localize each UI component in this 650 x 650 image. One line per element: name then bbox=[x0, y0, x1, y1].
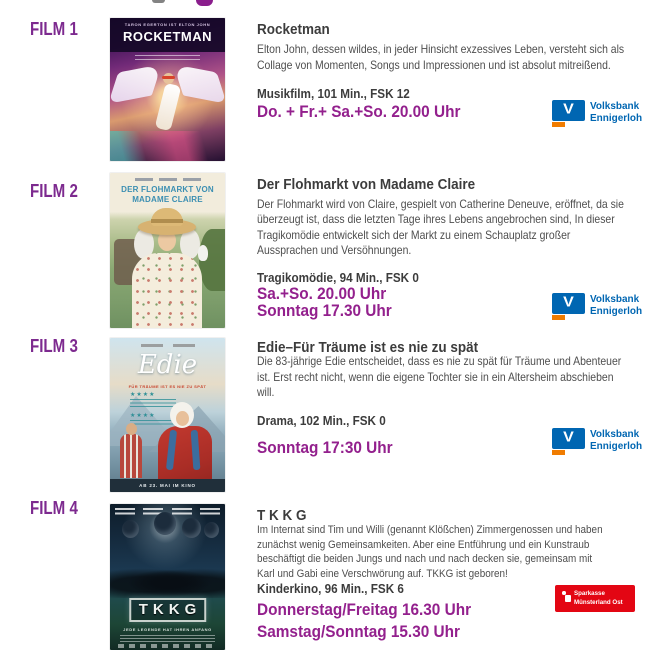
film-2-showtime-2: Sonntag 17.30 Uhr bbox=[257, 302, 392, 320]
volksbank-icon bbox=[552, 428, 585, 455]
description-line: zunächst wenig Gemeinsamkeiten. Aber eine Entführung und ein Kunstraub bbox=[257, 538, 590, 551]
poster-credit-bars bbox=[110, 344, 225, 347]
film-4-meta: Kinderkino, 96 Min., FSK 6 bbox=[257, 581, 404, 596]
poster-credit-text: TARON EGERTON IST ELTON JOHN bbox=[124, 22, 211, 27]
volksbank-v-glyph: V bbox=[563, 429, 574, 446]
film-4-description bbox=[257, 523, 641, 581]
poster-tagline-lines bbox=[135, 55, 199, 62]
volksbank-icon bbox=[552, 293, 585, 320]
description-line: Tragikomödie entwickelt sich der Markt zu einem Schauplatz großer bbox=[257, 228, 571, 242]
poster-straw-hat-band bbox=[151, 219, 183, 223]
volksbank-icon-orange-bar bbox=[552, 315, 565, 320]
poster-title-box bbox=[129, 598, 207, 622]
poster-figure-man-plaid bbox=[120, 434, 142, 478]
poster-review-lines bbox=[130, 399, 176, 408]
poster-credit-lines bbox=[120, 635, 215, 642]
description-line: Elton John, dessen wildes, in jeder Hinsicht exzessives Leben, versteht sich als bbox=[257, 43, 625, 56]
volksbank-icon-square bbox=[552, 293, 585, 314]
film-2-description bbox=[257, 197, 650, 258]
description-line: Der Flohmarkt wird von Claire, gespielt von Catherine Deneuve, eröffnet, da sie bbox=[257, 198, 624, 211]
volksbank-logo bbox=[552, 428, 645, 455]
sparkasse-wordmark bbox=[574, 590, 625, 607]
poster-parrot bbox=[198, 245, 208, 261]
poster-title-text: TKKG bbox=[138, 601, 202, 618]
volksbank-name: Volksbank bbox=[590, 293, 640, 305]
poster-review-lines bbox=[130, 420, 176, 425]
poster-logo-strip bbox=[118, 644, 217, 648]
volksbank-logo bbox=[552, 293, 645, 320]
sparkasse-logo bbox=[555, 585, 635, 612]
volksbank-icon-orange-bar bbox=[552, 450, 565, 455]
poster-review-stars: ★★★★ bbox=[130, 392, 156, 398]
volksbank-name: Volksbank bbox=[590, 428, 640, 440]
poster-top-band bbox=[110, 18, 225, 52]
film-3-meta: Drama, 102 Min., FSK 0 bbox=[257, 413, 386, 428]
volksbank-v-glyph: V bbox=[563, 294, 574, 311]
volksbank-city: Ennigerloh bbox=[590, 440, 643, 452]
volksbank-wordmark bbox=[590, 428, 645, 452]
film-3-poster-edie bbox=[110, 338, 225, 492]
poster-title-line2: MADAME CLAIRE bbox=[132, 195, 203, 204]
film-2-poster-madame-claire bbox=[110, 173, 225, 328]
sparkasse-region: Münsterland Ost bbox=[574, 598, 623, 606]
poster-tagline-text: JEDE LEGENDE HAT IHREN ANFANG bbox=[123, 627, 212, 632]
sparkasse-icon bbox=[562, 591, 571, 602]
poster-title-text: ROCKETMAN bbox=[123, 29, 212, 44]
poster-kids-on-bikes-silhouette bbox=[110, 564, 225, 598]
volksbank-icon bbox=[552, 100, 585, 127]
film-1-label: FILM 1 bbox=[30, 19, 78, 39]
poster-figure-head bbox=[154, 512, 176, 535]
film-3-title: Edie–Für Träume ist es nie zu spät bbox=[257, 340, 479, 356]
film-row-4 bbox=[0, 498, 650, 650]
description-line: Karl und Gabi eine Verschwörung auf. TKKG ist geboren! bbox=[257, 567, 508, 580]
volksbank-wordmark bbox=[590, 293, 645, 317]
description-line: beschäftigt die beiden Jungs und nach und nach decken sie, gemeinsam mit bbox=[257, 553, 593, 565]
volksbank-name: Volksbank bbox=[590, 100, 640, 112]
film-3-showtime: Sonntag 17:30 Uhr bbox=[257, 439, 393, 457]
film-4-showtime-2: Samstag/Sonntag 15.30 Uhr bbox=[257, 623, 460, 641]
film-3-label: FILM 3 bbox=[30, 336, 78, 356]
poster-title-text: Edie bbox=[137, 350, 198, 380]
film-2-label: FILM 2 bbox=[30, 181, 78, 201]
description-line: will. bbox=[257, 386, 275, 399]
volksbank-city: Ennigerloh bbox=[590, 305, 643, 317]
film-1-description bbox=[257, 42, 650, 74]
poster-review-stars: ★★★★ bbox=[130, 413, 156, 419]
poster-figure-glasses bbox=[162, 76, 175, 79]
film-1-title: Rocketman bbox=[257, 22, 330, 38]
poster-figure-head bbox=[122, 520, 139, 538]
sparkasse-icon-dot bbox=[562, 591, 566, 595]
description-line: Im Internat sind Tim und Willi (genannt Klößchen) Zimmergenossen und haben bbox=[257, 524, 603, 536]
description-line: überzeugt ist, dass die letzten Tage ihres Lebens angebrochen sind, In dieser bbox=[257, 213, 615, 227]
poster-figure-body bbox=[155, 83, 182, 132]
volksbank-city: Ennigerloh bbox=[590, 112, 643, 124]
poster-release-bar bbox=[110, 479, 225, 492]
poster-figure-wing-left bbox=[110, 64, 162, 104]
poster-floral-blouse bbox=[132, 253, 202, 328]
description-line: Die 83-jährige Edie entscheidet, dass es nie zu spät für Träume und Abenteuer bbox=[257, 355, 622, 368]
film-2-showtime-1: Sa.+So. 20.00 Uhr bbox=[257, 285, 387, 303]
film-4-label: FILM 4 bbox=[30, 498, 78, 518]
description-line: Aussprachen und Versöhnungen. bbox=[257, 243, 412, 257]
film-row-3 bbox=[0, 338, 650, 496]
film-row-1 bbox=[0, 18, 650, 168]
film-4-title: T K K G bbox=[257, 508, 307, 524]
cropped-header-fragment bbox=[152, 0, 165, 3]
sparkasse-icon-box bbox=[565, 595, 571, 602]
volksbank-wordmark bbox=[590, 100, 645, 124]
film-1-poster-rocketman bbox=[110, 18, 225, 161]
poster-figure-man-head bbox=[126, 423, 137, 435]
description-line: ist. Erst recht nicht, wenn die eigene Tochter sie in ein Altersheim abschieben bbox=[257, 370, 614, 384]
volksbank-icon-square bbox=[552, 428, 585, 449]
poster-straw-hat-crown bbox=[151, 208, 183, 226]
poster-credit-bars bbox=[110, 178, 225, 181]
volksbank-logo bbox=[552, 100, 645, 127]
poster-release-text: AB 23. MAI IM KINO bbox=[139, 483, 196, 488]
poster-figure-wing-right bbox=[173, 64, 225, 104]
volksbank-v-glyph: V bbox=[563, 101, 574, 118]
poster-title-line1: DER FLOHMARKT VON bbox=[121, 185, 214, 194]
poster-subtitle-text: FÜR TRÄUME IST ES NIE ZU SPÄT bbox=[128, 384, 207, 389]
volksbank-icon-square bbox=[552, 100, 585, 121]
poster-figure-woman-face bbox=[176, 411, 189, 426]
volksbank-icon-orange-bar bbox=[552, 122, 565, 127]
film-1-showtime: Do. + Fr.+ Sa.+So. 20.00 Uhr bbox=[257, 103, 461, 121]
cropped-header-fragment bbox=[196, 0, 213, 6]
poster-stage-lights bbox=[110, 131, 225, 161]
film-4-showtime-1: Donnerstag/Freitag 16.30 Uhr bbox=[257, 601, 472, 619]
film-1-meta: Musikfilm, 101 Min., FSK 12 bbox=[257, 86, 410, 101]
sparkasse-name: Sparkasse bbox=[574, 590, 605, 597]
film-2-title: Der Flohmarkt von Madame Claire bbox=[257, 177, 476, 193]
description-line: Collage von Momenten, Songs und Impressionen und ist absolut mitreißend. bbox=[257, 59, 611, 72]
film-3-description bbox=[257, 354, 650, 401]
film-4-poster-tkkg bbox=[110, 504, 225, 650]
film-2-meta: Tragikomödie, 94 Min., FSK 0 bbox=[257, 270, 419, 285]
film-row-2 bbox=[0, 173, 650, 333]
poster-figure-head bbox=[204, 522, 219, 538]
poster-figure-head bbox=[182, 518, 201, 538]
